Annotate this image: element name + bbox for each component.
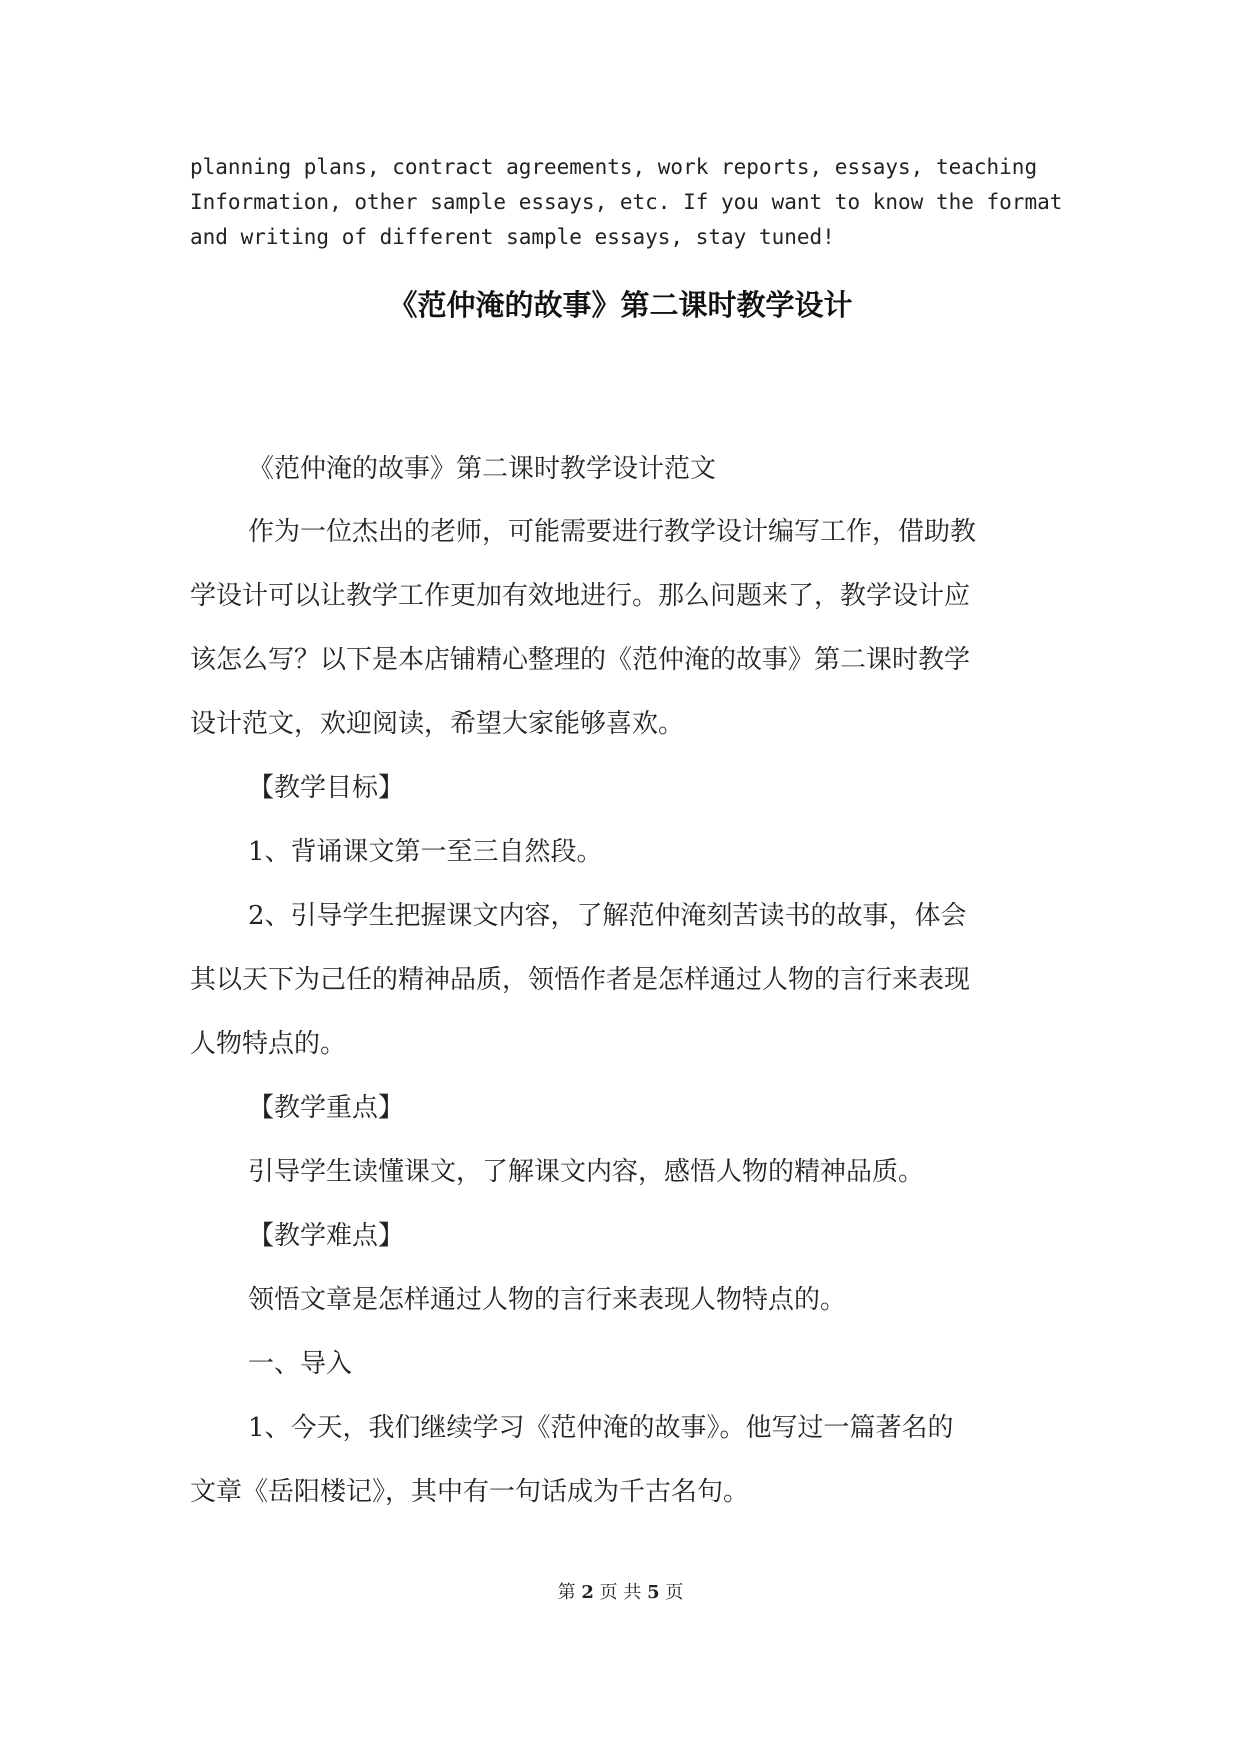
goals-heading: 【教学目标】 — [248, 773, 405, 803]
goal-item-2-line: 2、引导学生把握课文内容，了解范仲淹刻苦读书的故事，体会 — [248, 901, 967, 931]
last-para-line: 文章《岳阳楼记》，其中有一句话成为千古名句。 — [190, 1477, 750, 1507]
intro-para-line: 该怎么写？以下是本店铺精心整理的《范仲淹的故事》第二课时教学 — [190, 645, 971, 675]
total-page-count: 5 — [647, 1582, 660, 1603]
goal-item-2-line: 其以天下为己任的精神品质，领悟作者是怎样通过人物的言行来表现 — [190, 965, 971, 995]
subtitle: 《范仲淹的故事》第二课时教学设计范文 — [248, 454, 717, 484]
intro-para-line: 作为一位杰出的老师，可能需要进行教学设计编写工作，借助教 — [248, 517, 977, 547]
footer-suffix: 页 — [665, 1582, 684, 1603]
footer-prefix: 第 — [557, 1582, 576, 1603]
key-heading: 【教学重点】 — [248, 1093, 405, 1123]
goal-item-2-line: 人物特点的。 — [190, 1029, 347, 1059]
intro-line: and writing of different sample essays, stay tuned! — [190, 225, 835, 249]
goal-item-1: 1、背诵课文第一至三自然段。 — [248, 837, 603, 867]
footer-middle: 页 共 — [599, 1582, 642, 1603]
last-para-line: 1、今天，我们继续学习《范仲淹的故事》。他写过一篇著名的 — [248, 1413, 954, 1443]
key-text: 引导学生读懂课文，了解课文内容，感悟人物的精神品质。 — [248, 1157, 925, 1187]
intro-para-line: 学设计可以让教学工作更加有效地进行。那么问题来了，教学设计应 — [190, 581, 971, 611]
current-page-number: 2 — [581, 1582, 594, 1603]
intro-line: planning plans, contract agreements, work reports, essays, teaching — [190, 155, 1038, 179]
intro-para-line: 设计范文，欢迎阅读，希望大家能够喜欢。 — [190, 709, 685, 739]
intro-paragraph — [190, 150, 1070, 255]
difficulty-heading: 【教学难点】 — [248, 1221, 405, 1251]
page-footer — [0, 1578, 1241, 1604]
document-title: 《范仲淹的故事》第二课时教学设计 — [388, 288, 853, 322]
intro-line: Information, other sample essays, etc. If you want to know the format — [190, 190, 1063, 214]
section-heading: 一、导入 — [248, 1349, 353, 1379]
difficulty-text: 领悟文章是怎样通过人物的言行来表现人物特点的。 — [248, 1285, 847, 1315]
